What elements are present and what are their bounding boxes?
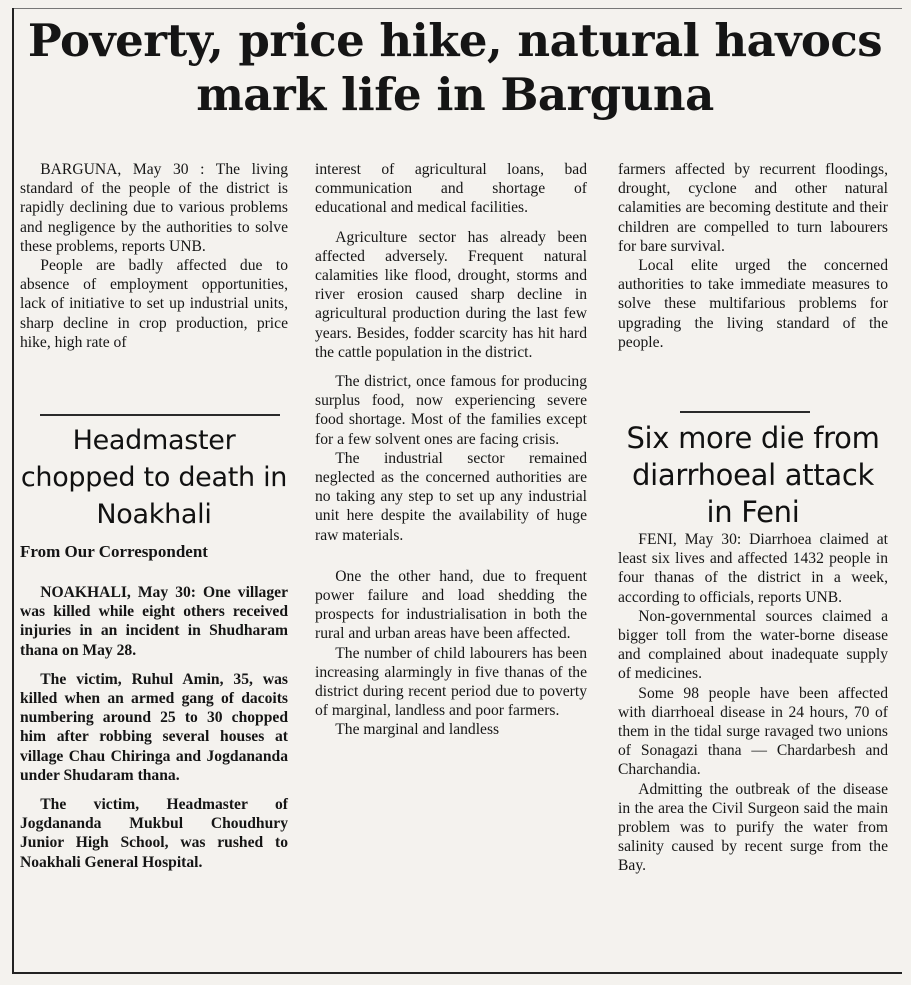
barguna-column-3 xyxy=(618,160,888,352)
article-paragraph: Agriculture sector has already been affected adversely. Frequent natural calamities like flood, drought, storms and river erosion caused sharp decline in agricultural production during the last few years. Besides, fodder scarcity has hit hard the cattle population in the district. xyxy=(315,228,587,361)
article-paragraph: The victim, Ruhul Amin, 35, was killed when an armed gang of dacoits numbering around 25 to 30 chopped him after robbing several houses at village Chau Chiringa and Jogdananda under Shudaram thana. xyxy=(20,670,288,784)
article-paragraph: Admitting the outbreak of the disease in the area the Civil Surgeon said the main problem was to purify the water from salinity caused by recent surge from the Bay. xyxy=(618,780,888,875)
article-paragraph: The marginal and landless xyxy=(335,721,500,739)
article-paragraph: Local elite urged the concerned authorities to take immediate measures to solve these multifarious problems for upgrading the living standard of the people. xyxy=(618,257,888,351)
noakhali-column xyxy=(20,583,288,872)
barguna-column-2 xyxy=(315,160,587,740)
article-paragraph: farmers affected by recurrent floodings, drought, cyclone and other natural calamities are becoming destitute and their children are compelled to turn labourers for bare survival. xyxy=(618,161,888,255)
bottom-border-rule xyxy=(12,972,902,974)
article-paragraph: One the other hand, due to frequent power failure and load shedding the prospects for industrialisation in both the rural and urban areas have been affected. xyxy=(315,567,587,643)
feni-column xyxy=(618,530,888,876)
article-paragraph: The number of child labourers has been increasing alarmingly in five thanas of the district during recent period due to poverty of marginal, landless and poor farmers. xyxy=(315,644,587,720)
noakhali-headline: Headmaster chopped to death in Noakhali xyxy=(20,425,288,530)
article-paragraph: NOAKHALI, May 30: One villager was killed while eight others received injuries in an incident in Shudharam thana on May 28. xyxy=(20,584,288,659)
article-paragraph: The district, once famous for producing surplus food, now experiencing severe food shortage. Most of the families except for a few solvent ones are facing crisis. xyxy=(315,373,587,448)
article-paragraph: BARGUNA, May 30 : The living standard of the people of the district is rapidly declining due to various problems and negligence by the authorities to solve these problems, reports UNB. xyxy=(20,161,288,255)
feni-headline: Six more die from diarrhoeal attack in Feni xyxy=(626,421,880,529)
byline: From Our Correspondent xyxy=(20,542,208,561)
column-divider-rule xyxy=(40,414,280,416)
barguna-column-1 xyxy=(20,160,288,352)
article-paragraph: The industrial sector remained neglected as the concerned authorities are no taking any step to set up any industrial unit here despite the availability of huge raw materials. xyxy=(315,449,587,544)
article-paragraph: FENI, May 30: Diarrhoea claimed at least six lives and affected 1432 people in four thanas of the district in a week, according to officials, reports UNB. xyxy=(618,531,888,606)
left-border-rule xyxy=(12,8,14,974)
article-paragraph: interest of agricultural loans, bad communication and shortage of educational and medical facilities. xyxy=(315,161,587,217)
article-paragraph: People are badly affected due to absence of employment opportunities, lack of initiative to set up industrial units, sharp decline in crop production, price hike, high rate of xyxy=(20,257,288,351)
article-paragraph: Non-governmental sources claimed a bigger toll from the water-borne disease and complained about inadequate supply of medicines. xyxy=(618,607,888,683)
article-paragraph: The victim, Headmaster of Jogdananda Mukbul Choudhury Junior High School, was rushed to Noakhali General Hospital. xyxy=(20,796,288,871)
top-rule xyxy=(12,8,902,9)
column-divider-rule xyxy=(680,411,810,413)
main-headline: Poverty, price hike, natural havocs mark life in Barguna xyxy=(27,14,883,121)
article-paragraph: Some 98 people have been affected with diarrhoeal disease in 24 hours, 70 of them in the tidal surge ravaged two unions of Sonagazi thana — Chardarbesh and Charchandia. xyxy=(618,684,888,779)
